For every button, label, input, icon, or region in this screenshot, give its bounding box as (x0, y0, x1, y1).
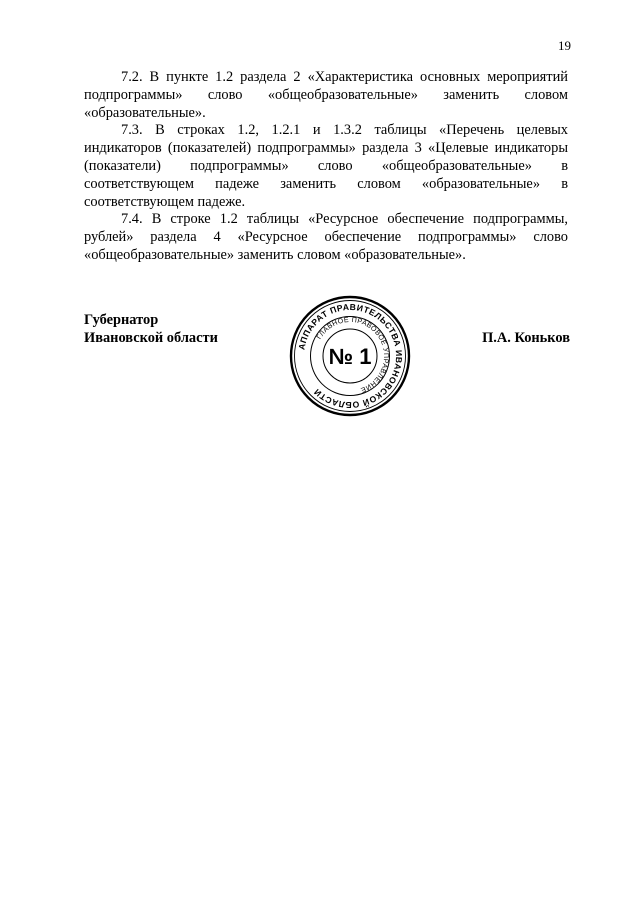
paragraph-7-2: 7.2. В пункте 1.2 раздела 2 «Характеристика основных мероприятий подпрограммы» слово «общеобразовательные» заменить словом «образовательные». (84, 69, 568, 121)
official-seal-stamp (289, 295, 411, 417)
seal-outer-text: АППАРАТ ПРАВИТЕЛЬСТВА ИВАНОВСКОЙ ОБЛАСТИ (296, 301, 405, 411)
seal-inner-text: ГЛАВНОЕ ПРАВОВОЕ УПРАВЛЕНИЕ (315, 316, 390, 394)
signatory-position: Губернатор (84, 312, 159, 328)
paragraph-7-4: 7.4. В строке 1.2 таблицы «Ресурсное обеспечение подпрограммы, рублей» раздела 4 «Ресурсное обеспечение подпрограммы» слово «общеобразовательные» заменить словом «образовательные». (84, 211, 568, 263)
paragraph-7-3: 7.3. В строках 1.2, 1.2.1 и 1.3.2 таблицы «Перечень целевых индикаторов (показателей) подпрограммы» раздела 3 «Целевые индикаторы (показатели) подпрограммы» слово «общеобразовательные» в соответствующем падеже заменить словом «образовательные» в соответствующем падеже. (84, 122, 568, 210)
signatory-title (84, 312, 218, 348)
page-number: 19 (558, 38, 571, 53)
signatory-region: Ивановской области (84, 329, 218, 346)
seal-number: № 1 (328, 344, 372, 369)
signatory-name: П.А. Коньков (482, 330, 570, 346)
document-body (84, 69, 568, 265)
